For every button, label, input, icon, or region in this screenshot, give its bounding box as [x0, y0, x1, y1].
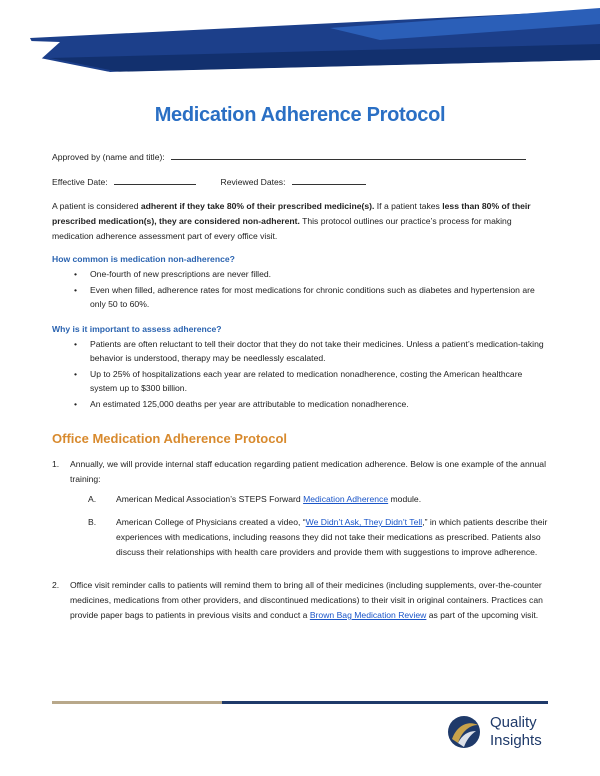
item2-text: Office visit reminder calls to patients will remind them to bring all of their medicines (including supplements, over-the-counter medicines, medications from other providers, and discontinued medications) to their visit in original containers. Practices can provide paper bags to patients in previous visits and conduct a Brown Bag Medication Review as part of the upcoming visit. — [70, 580, 543, 620]
page-title: Medication Adherence Protocol — [154, 104, 446, 126]
list-item: • One-fourth of new prescriptions are never filled. — [72, 267, 542, 281]
logo-text-line2: Insights — [490, 732, 542, 749]
intro-paragraph: A patient is considered adherent if they take 80% of their prescribed medicine(s). If a patient takes less than 80% of their prescribed medication(s), they are considered non-adherent. This protocol outlines our practice’s process for making medication adherence assessment part of every office visit. — [52, 201, 531, 241]
approved-blank — [171, 151, 526, 160]
section-heading-important: Why is it important to assess adherence? — [52, 324, 222, 334]
item1a-text: American Medical Association’s STEPS Forward Medication Adherence module. — [116, 494, 422, 504]
item-letter: A. — [88, 494, 97, 504]
logo-text-line1: Quality — [490, 714, 537, 731]
approved-label: Approved by (name and title): — [52, 152, 165, 162]
common-bullet-list — [72, 267, 542, 313]
important-bullet-list — [72, 337, 550, 413]
section-heading-common: How common is medication non-adherence? — [52, 254, 235, 264]
header-banner — [0, 0, 600, 90]
approved-line — [52, 151, 526, 162]
brown-bag-link[interactable]: Brown Bag Medication Review — [309, 610, 427, 620]
effective-blank — [114, 176, 196, 185]
list-item: • An estimated 125,000 deaths per year are attributable to medication nonadherence. — [72, 397, 550, 411]
list-item: • Even when filled, adherence rates for most medications for chronic conditions such as diabetes and hypertension are only 50 to 60%. — [72, 283, 542, 311]
quality-insights-logo-icon — [444, 713, 484, 751]
medication-adherence-link[interactable]: Medication Adherence — [303, 494, 389, 504]
footer-bar-tan — [52, 701, 222, 704]
item1b-text: American College of Physicians created a video, “We Didn’t Ask, They Didn’t Tell,” in which patients describe their experiences with medications, including reasons they did not take their medications as prescribed. Patients also discuss their relationships with health care providers and provide them with suggestions to improve adherence. — [116, 517, 548, 557]
effective-label: Effective Date: — [52, 177, 108, 187]
list-item: • Up to 25% of hospitalizations each year are related to medication nonadherence, costing the American healthcare system up to $300 billion. — [72, 367, 550, 395]
item-number: 2. — [52, 580, 60, 590]
list-item: • Patients are often reluctant to tell their doctor that they do not take their medicines. Unless a patient’s medication-taking behavior is understood, therapy may be needlessly escalated. — [72, 337, 550, 365]
item-letter: B. — [88, 517, 97, 527]
protocol-heading: Office Medication Adherence Protocol — [52, 431, 288, 446]
reviewed-blank — [292, 176, 366, 185]
dates-line — [52, 176, 366, 187]
item1-text: Annually, we will provide internal staff education regarding patient medication adherence. Below is one example of the annual training: — [70, 459, 546, 484]
reviewed-label: Reviewed Dates: — [220, 177, 286, 187]
footer-bar-navy — [222, 701, 548, 704]
video-link[interactable]: We Didn’t Ask, They Didn’t Tell — [305, 517, 423, 527]
item-number: 1. — [52, 459, 60, 469]
